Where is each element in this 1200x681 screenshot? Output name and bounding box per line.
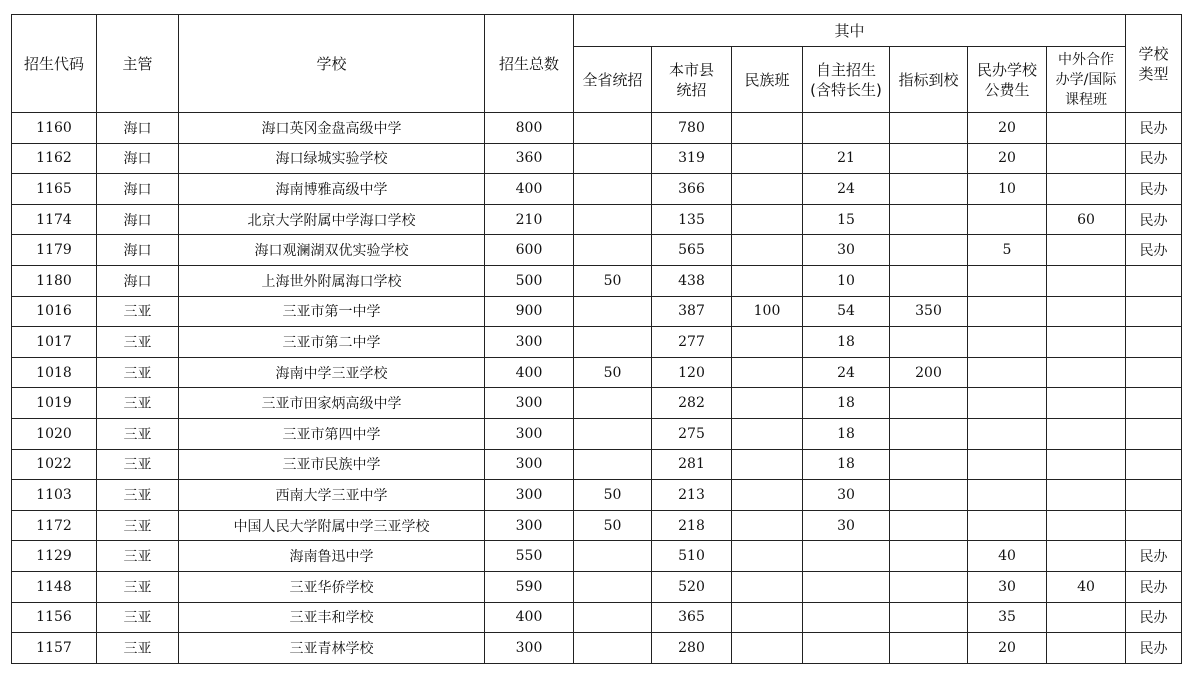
cell-school: 上海世外附属海口学校 xyxy=(179,265,485,296)
cell-manager: 三亚 xyxy=(97,510,179,541)
cell-total: 600 xyxy=(485,235,574,266)
cell-manager: 海口 xyxy=(97,113,179,144)
cell-total: 300 xyxy=(485,388,574,419)
cell-code: 1160 xyxy=(12,113,97,144)
cell-total: 300 xyxy=(485,633,574,664)
cell-ethnic xyxy=(732,113,803,144)
table-row xyxy=(12,296,1182,327)
cell-prov xyxy=(574,418,652,449)
cell-private xyxy=(968,204,1047,235)
cell-intl xyxy=(1047,143,1126,174)
cell-city: 387 xyxy=(652,296,732,327)
cell-total: 300 xyxy=(485,418,574,449)
cell-school: 中国人民大学附属中学三亚学校 xyxy=(179,510,485,541)
table-row xyxy=(12,418,1182,449)
cell-school: 海南中学三亚学校 xyxy=(179,357,485,388)
cell-city: 319 xyxy=(652,143,732,174)
cell-private: 20 xyxy=(968,633,1047,664)
cell-manager: 海口 xyxy=(97,143,179,174)
cell-prov xyxy=(574,204,652,235)
cell-ethnic xyxy=(732,327,803,358)
cell-manager: 三亚 xyxy=(97,602,179,633)
cell-self xyxy=(803,602,890,633)
cell-school: 海口英冈金盘高级中学 xyxy=(179,113,485,144)
cell-type xyxy=(1126,418,1182,449)
cell-prov xyxy=(574,235,652,266)
cell-self: 30 xyxy=(803,510,890,541)
cell-self: 18 xyxy=(803,449,890,480)
cell-type xyxy=(1126,327,1182,358)
cell-school: 三亚青林学校 xyxy=(179,633,485,664)
col-header-intl-line2: 办学/国际 xyxy=(1055,71,1117,88)
cell-ethnic xyxy=(732,388,803,419)
cell-prov xyxy=(574,296,652,327)
cell-code: 1180 xyxy=(12,265,97,296)
cell-manager: 三亚 xyxy=(97,418,179,449)
cell-manager: 三亚 xyxy=(97,388,179,419)
cell-code: 1174 xyxy=(12,204,97,235)
table-row xyxy=(12,510,1182,541)
cell-city: 282 xyxy=(652,388,732,419)
col-header-ethnic: 民族班 xyxy=(732,47,803,113)
cell-prov xyxy=(574,327,652,358)
cell-self: 30 xyxy=(803,480,890,511)
cell-quota: 200 xyxy=(890,357,968,388)
col-header-self-line1: 自主招生 xyxy=(815,60,876,79)
cell-type: 民办 xyxy=(1126,235,1182,266)
cell-total: 500 xyxy=(485,265,574,296)
cell-prov xyxy=(574,541,652,572)
cell-prov xyxy=(574,388,652,419)
col-header-self-line2: (含特长生) xyxy=(810,80,882,99)
table-row xyxy=(12,633,1182,664)
cell-total: 400 xyxy=(485,174,574,205)
cell-city: 280 xyxy=(652,633,732,664)
col-header-code: 招生代码 xyxy=(12,15,97,113)
cell-quota xyxy=(890,510,968,541)
cell-quota xyxy=(890,480,968,511)
cell-school: 三亚华侨学校 xyxy=(179,571,485,602)
cell-intl xyxy=(1047,296,1126,327)
cell-private xyxy=(968,327,1047,358)
col-header-total: 招生总数 xyxy=(485,15,574,113)
table-row xyxy=(12,602,1182,633)
cell-school: 北京大学附属中学海口学校 xyxy=(179,204,485,235)
cell-self: 10 xyxy=(803,265,890,296)
cell-manager: 三亚 xyxy=(97,541,179,572)
cell-self xyxy=(803,633,890,664)
table-row xyxy=(12,449,1182,480)
cell-private xyxy=(968,265,1047,296)
cell-total: 300 xyxy=(485,510,574,541)
cell-intl xyxy=(1047,510,1126,541)
cell-private xyxy=(968,296,1047,327)
table-row xyxy=(12,480,1182,511)
col-header-type xyxy=(1126,15,1182,113)
col-header-intl-line3: 课程班 xyxy=(1065,91,1107,108)
cell-school: 海南鲁迅中学 xyxy=(179,541,485,572)
cell-school: 海口观澜湖双优实验学校 xyxy=(179,235,485,266)
cell-intl xyxy=(1047,174,1126,205)
cell-type: 民办 xyxy=(1126,174,1182,205)
cell-quota xyxy=(890,143,968,174)
cell-school: 三亚市田家炳高级中学 xyxy=(179,388,485,419)
cell-city: 213 xyxy=(652,480,732,511)
cell-quota xyxy=(890,327,968,358)
cell-manager: 三亚 xyxy=(97,327,179,358)
cell-self xyxy=(803,113,890,144)
col-header-type-line2: 类型 xyxy=(1138,64,1169,83)
cell-intl xyxy=(1047,480,1126,511)
col-header-city-line1: 本市县 xyxy=(668,60,714,79)
cell-type: 民办 xyxy=(1126,204,1182,235)
cell-quota xyxy=(890,235,968,266)
cell-school: 海口绿城实验学校 xyxy=(179,143,485,174)
table-row xyxy=(12,204,1182,235)
cell-self: 18 xyxy=(803,327,890,358)
cell-private: 40 xyxy=(968,541,1047,572)
cell-total: 360 xyxy=(485,143,574,174)
cell-self xyxy=(803,541,890,572)
cell-prov: 50 xyxy=(574,265,652,296)
col-header-type-line1: 学校 xyxy=(1138,44,1169,63)
enrollment-table xyxy=(11,14,1182,664)
cell-total: 300 xyxy=(485,327,574,358)
cell-code: 1022 xyxy=(12,449,97,480)
cell-code: 1103 xyxy=(12,480,97,511)
cell-city: 565 xyxy=(652,235,732,266)
cell-city: 275 xyxy=(652,418,732,449)
cell-private: 5 xyxy=(968,235,1047,266)
cell-type: 民办 xyxy=(1126,633,1182,664)
cell-code: 1148 xyxy=(12,571,97,602)
cell-total: 590 xyxy=(485,571,574,602)
cell-self: 15 xyxy=(803,204,890,235)
cell-city: 120 xyxy=(652,357,732,388)
cell-ethnic xyxy=(732,449,803,480)
col-header-city-line2: 统招 xyxy=(676,80,707,99)
cell-manager: 三亚 xyxy=(97,357,179,388)
cell-manager: 三亚 xyxy=(97,571,179,602)
cell-self: 24 xyxy=(803,357,890,388)
cell-prov: 50 xyxy=(574,480,652,511)
cell-ethnic xyxy=(732,571,803,602)
cell-city: 510 xyxy=(652,541,732,572)
cell-type: 民办 xyxy=(1126,143,1182,174)
cell-private: 30 xyxy=(968,571,1047,602)
cell-city: 218 xyxy=(652,510,732,541)
cell-quota xyxy=(890,113,968,144)
cell-city: 438 xyxy=(652,265,732,296)
cell-total: 300 xyxy=(485,449,574,480)
cell-manager: 三亚 xyxy=(97,449,179,480)
table-row xyxy=(12,143,1182,174)
table-body xyxy=(12,113,1182,664)
cell-private: 35 xyxy=(968,602,1047,633)
cell-intl xyxy=(1047,633,1126,664)
cell-school: 三亚市第二中学 xyxy=(179,327,485,358)
cell-ethnic xyxy=(732,174,803,205)
cell-quota: 350 xyxy=(890,296,968,327)
cell-ethnic xyxy=(732,480,803,511)
cell-ethnic xyxy=(732,235,803,266)
cell-total: 550 xyxy=(485,541,574,572)
cell-school: 三亚丰和学校 xyxy=(179,602,485,633)
col-header-self xyxy=(803,47,890,113)
cell-self: 21 xyxy=(803,143,890,174)
cell-type xyxy=(1126,265,1182,296)
cell-private xyxy=(968,418,1047,449)
cell-city: 366 xyxy=(652,174,732,205)
cell-self: 30 xyxy=(803,235,890,266)
cell-type xyxy=(1126,388,1182,419)
cell-city: 520 xyxy=(652,571,732,602)
cell-code: 1020 xyxy=(12,418,97,449)
col-header-private-line2: 公费生 xyxy=(984,80,1030,99)
cell-prov xyxy=(574,571,652,602)
cell-quota xyxy=(890,602,968,633)
cell-manager: 海口 xyxy=(97,265,179,296)
cell-school: 三亚市第一中学 xyxy=(179,296,485,327)
cell-self: 24 xyxy=(803,174,890,205)
col-header-intl xyxy=(1047,47,1126,113)
cell-private: 20 xyxy=(968,143,1047,174)
cell-ethnic xyxy=(732,510,803,541)
cell-self: 54 xyxy=(803,296,890,327)
cell-city: 365 xyxy=(652,602,732,633)
cell-manager: 海口 xyxy=(97,235,179,266)
cell-ethnic xyxy=(732,633,803,664)
col-header-intl-line1: 中外合作 xyxy=(1058,51,1114,68)
cell-intl xyxy=(1047,602,1126,633)
cell-intl xyxy=(1047,357,1126,388)
cell-city: 780 xyxy=(652,113,732,144)
cell-prov xyxy=(574,633,652,664)
cell-manager: 三亚 xyxy=(97,633,179,664)
cell-prov xyxy=(574,602,652,633)
cell-code: 1162 xyxy=(12,143,97,174)
cell-type: 民办 xyxy=(1126,113,1182,144)
cell-code: 1157 xyxy=(12,633,97,664)
col-header-quota: 指标到校 xyxy=(890,47,968,113)
cell-total: 400 xyxy=(485,602,574,633)
cell-quota xyxy=(890,265,968,296)
cell-intl xyxy=(1047,541,1126,572)
cell-code: 1019 xyxy=(12,388,97,419)
col-header-city xyxy=(652,47,732,113)
col-header-group: 其中 xyxy=(574,15,1126,47)
cell-intl xyxy=(1047,418,1126,449)
cell-prov xyxy=(574,449,652,480)
cell-manager: 海口 xyxy=(97,174,179,205)
cell-intl xyxy=(1047,388,1126,419)
col-header-private xyxy=(968,47,1047,113)
cell-ethnic xyxy=(732,541,803,572)
table-row xyxy=(12,571,1182,602)
cell-quota xyxy=(890,418,968,449)
cell-private xyxy=(968,357,1047,388)
table-row xyxy=(12,541,1182,572)
cell-ethnic: 100 xyxy=(732,296,803,327)
cell-manager: 海口 xyxy=(97,204,179,235)
cell-type xyxy=(1126,357,1182,388)
cell-quota xyxy=(890,174,968,205)
cell-quota xyxy=(890,204,968,235)
cell-school: 海南博雅高级中学 xyxy=(179,174,485,205)
cell-type: 民办 xyxy=(1126,602,1182,633)
cell-self xyxy=(803,571,890,602)
table-row xyxy=(12,327,1182,358)
cell-total: 800 xyxy=(485,113,574,144)
cell-school: 三亚市第四中学 xyxy=(179,418,485,449)
cell-private xyxy=(968,510,1047,541)
table-row xyxy=(12,113,1182,144)
cell-type xyxy=(1126,296,1182,327)
cell-ethnic xyxy=(732,143,803,174)
cell-code: 1017 xyxy=(12,327,97,358)
cell-type: 民办 xyxy=(1126,541,1182,572)
cell-quota xyxy=(890,388,968,419)
cell-code: 1172 xyxy=(12,510,97,541)
cell-type xyxy=(1126,449,1182,480)
cell-type xyxy=(1126,510,1182,541)
cell-city: 281 xyxy=(652,449,732,480)
cell-ethnic xyxy=(732,204,803,235)
cell-ethnic xyxy=(732,418,803,449)
cell-intl xyxy=(1047,113,1126,144)
cell-code: 1165 xyxy=(12,174,97,205)
cell-school: 西南大学三亚中学 xyxy=(179,480,485,511)
cell-intl xyxy=(1047,265,1126,296)
cell-type xyxy=(1126,480,1182,511)
table-row xyxy=(12,265,1182,296)
cell-self: 18 xyxy=(803,418,890,449)
cell-city: 277 xyxy=(652,327,732,358)
cell-quota xyxy=(890,541,968,572)
cell-city: 135 xyxy=(652,204,732,235)
col-header-manager: 主管 xyxy=(97,15,179,113)
cell-total: 900 xyxy=(485,296,574,327)
cell-total: 300 xyxy=(485,480,574,511)
table-row xyxy=(12,235,1182,266)
cell-intl xyxy=(1047,235,1126,266)
cell-private: 20 xyxy=(968,113,1047,144)
col-header-prov: 全省统招 xyxy=(574,47,652,113)
cell-total: 210 xyxy=(485,204,574,235)
cell-manager: 三亚 xyxy=(97,296,179,327)
cell-code: 1179 xyxy=(12,235,97,266)
cell-prov xyxy=(574,143,652,174)
cell-code: 1016 xyxy=(12,296,97,327)
cell-private: 10 xyxy=(968,174,1047,205)
cell-ethnic xyxy=(732,265,803,296)
col-header-private-line1: 民办学校 xyxy=(976,60,1037,79)
table-row xyxy=(12,174,1182,205)
cell-total: 400 xyxy=(485,357,574,388)
cell-school: 三亚市民族中学 xyxy=(179,449,485,480)
table-row xyxy=(12,388,1182,419)
cell-code: 1156 xyxy=(12,602,97,633)
cell-manager: 三亚 xyxy=(97,480,179,511)
cell-intl: 60 xyxy=(1047,204,1126,235)
cell-quota xyxy=(890,449,968,480)
cell-ethnic xyxy=(732,602,803,633)
cell-ethnic xyxy=(732,357,803,388)
cell-code: 1129 xyxy=(12,541,97,572)
cell-intl: 40 xyxy=(1047,571,1126,602)
cell-self: 18 xyxy=(803,388,890,419)
cell-prov: 50 xyxy=(574,357,652,388)
cell-intl xyxy=(1047,449,1126,480)
cell-private xyxy=(968,388,1047,419)
cell-prov xyxy=(574,113,652,144)
col-header-school: 学校 xyxy=(179,15,485,113)
cell-prov: 50 xyxy=(574,510,652,541)
cell-quota xyxy=(890,571,968,602)
cell-private xyxy=(968,449,1047,480)
table-row xyxy=(12,357,1182,388)
cell-private xyxy=(968,480,1047,511)
cell-intl xyxy=(1047,327,1126,358)
cell-code: 1018 xyxy=(12,357,97,388)
cell-prov xyxy=(574,174,652,205)
cell-type: 民办 xyxy=(1126,571,1182,602)
cell-quota xyxy=(890,633,968,664)
